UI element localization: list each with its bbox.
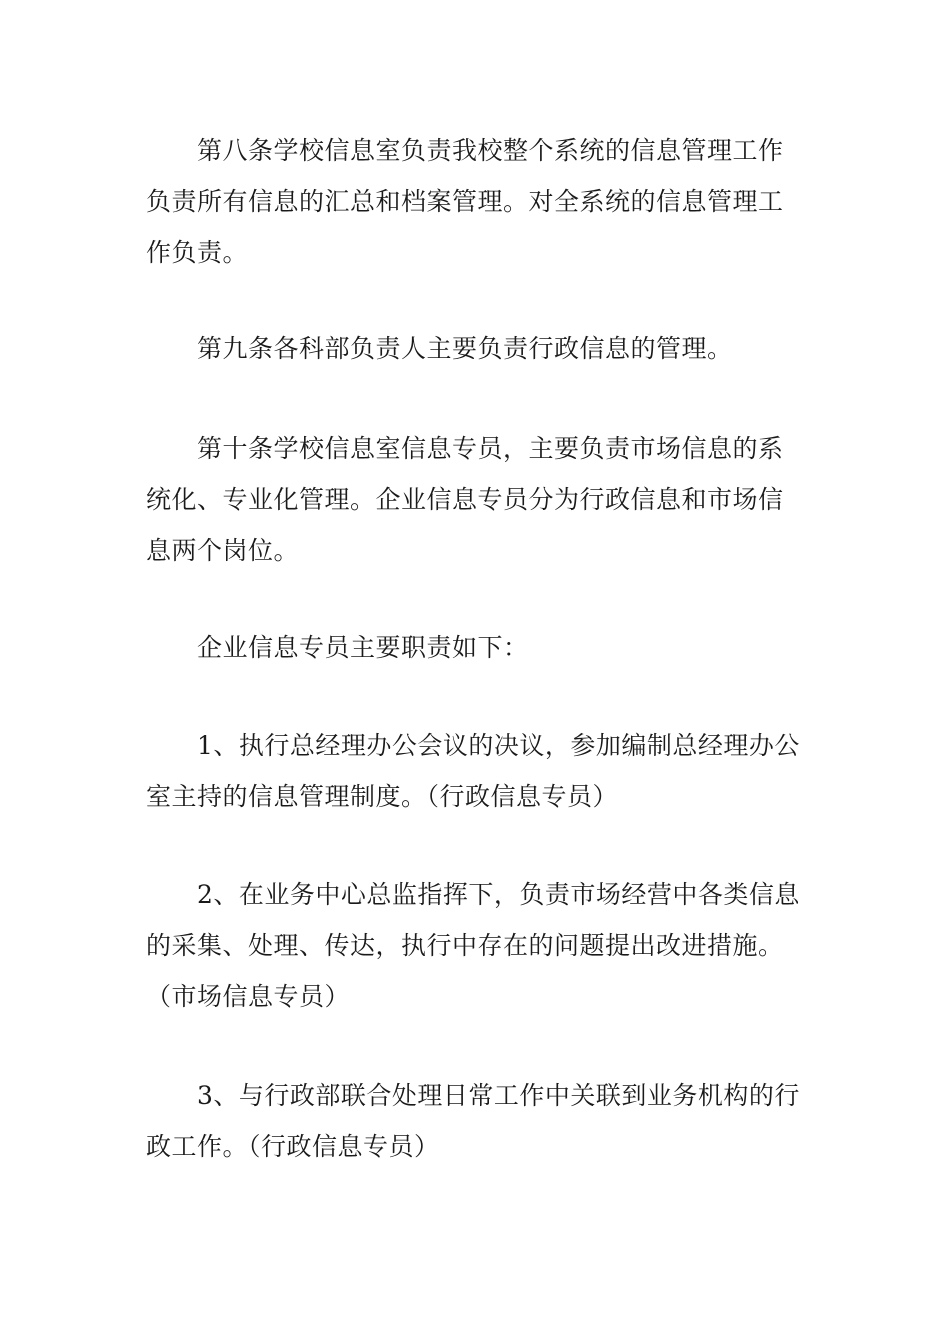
paragraph-line: 3、与行政部联合处理日常工作中关联到业务机构的行: [197, 1081, 800, 1110]
paragraph-line: 第十条学校信息室信息专员，主要负责市场信息的系: [197, 434, 784, 463]
paragraph-duties-heading: [146, 622, 806, 673]
paragraph-article-10: [146, 423, 806, 576]
paragraph-article-8: [146, 125, 806, 278]
paragraph-line: 的采集、处理、传达，执行中存在的问题提出改进措施。: [146, 931, 784, 960]
paragraph-line: 室主持的信息管理制度。（行政信息专员）: [146, 782, 619, 811]
paragraph-line: 统化、专业化管理。企业信息专员分为行政信息和市场信: [146, 485, 784, 514]
paragraph-line: 第九条各科部负责人主要负责行政信息的管理。: [197, 334, 733, 363]
paragraph-line: 企业信息专员主要职责如下：: [197, 633, 529, 662]
paragraph-article-9: [146, 323, 806, 374]
paragraph-duty-2: [146, 869, 806, 1022]
paragraph-duty-3: [146, 1070, 806, 1172]
paragraph-line: （市场信息专员）: [146, 982, 351, 1011]
paragraph-line: 负责所有信息的汇总和档案管理。对全系统的信息管理工: [146, 187, 784, 216]
paragraph-line: 政工作。（行政信息专员）: [146, 1132, 440, 1161]
paragraph-line: 息两个岗位。: [146, 536, 300, 565]
paragraph-line: 作负责。: [146, 238, 249, 267]
paragraph-line: 1、执行总经理办公会议的决议，参加编制总经理办公: [197, 731, 800, 760]
paragraph-line: 2、在业务中心总监指挥下，负责市场经营中各类信息: [197, 880, 800, 909]
paragraph-line: 第八条学校信息室负责我校整个系统的信息管理工作: [197, 136, 784, 165]
paragraph-duty-1: [146, 720, 806, 822]
